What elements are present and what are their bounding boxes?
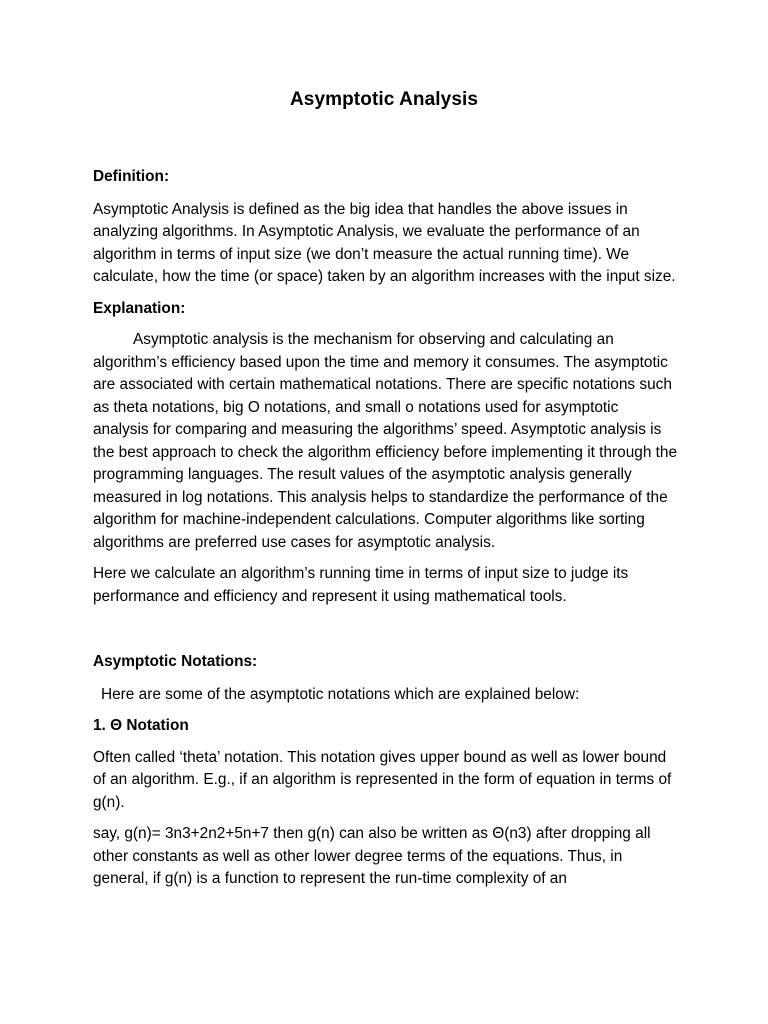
theta-notation-heading: 1. Θ Notation — [93, 717, 189, 734]
notations-intro: Here are some of the asymptotic notations which are explained below: — [101, 685, 580, 703]
example-paragraph: say, g(n)= 3n3+2n2+5n+7 then g(n) can also be written as Θ(n3) after dropping all other constants as well as other lower degree terms of the equations. Thus, in general, if g(n) is a function to represent the run-time complexity of an — [93, 825, 651, 887]
notations-heading: Asymptotic Notations: — [93, 653, 258, 670]
document-body — [93, 166, 678, 891]
running-time-paragraph: Here we calculate an algorithm’s running time in terms of input size to judge its performance and efficiency and represent it using mathematical tools. — [93, 565, 629, 605]
explanation-paragraph: Asymptotic analysis is the mechanism for observing and calculating an algorithm’s efficiency based upon the time and memory it consumes. The asymptotic are associated with certain mathematical notations. There are specific notations such as theta notations, big O notations, and small o notations used for asymptotic analysis for comparing and measuring the algorithms’ speed. Asymptotic analysis is the best approach to check the algorithm efficiency before implementing it through the programming languages. The result values of the asymptotic analysis generally measured in log notations. This analysis helps to standardize the performance of the algorithm for machine-independent calculations. Computer algorithms like sorting algorithms are preferred use cases for asymptotic analysis. — [93, 331, 678, 551]
document-title: Asymptotic Analysis — [289, 89, 479, 110]
explanation-heading: Explanation: — [93, 299, 186, 317]
theta-notation-paragraph: Often called ‘theta’ notation. This notation gives upper bound as well as lower bound of an algorithm. E.g., if an algorithm is represented in the form of equation in terms of g(n). — [93, 748, 672, 811]
definition-paragraph: Asymptotic Analysis is defined as the big idea that handles the above issues in analyzing algorithms. In Asymptotic Analysis, we evaluate the performance of an algorithm in terms of input size (we don’t measure the actual running time). We calculate, how the time (or space) taken by an algorithm increases with the input size. — [93, 200, 676, 285]
definition-heading: Definition: — [93, 168, 170, 185]
